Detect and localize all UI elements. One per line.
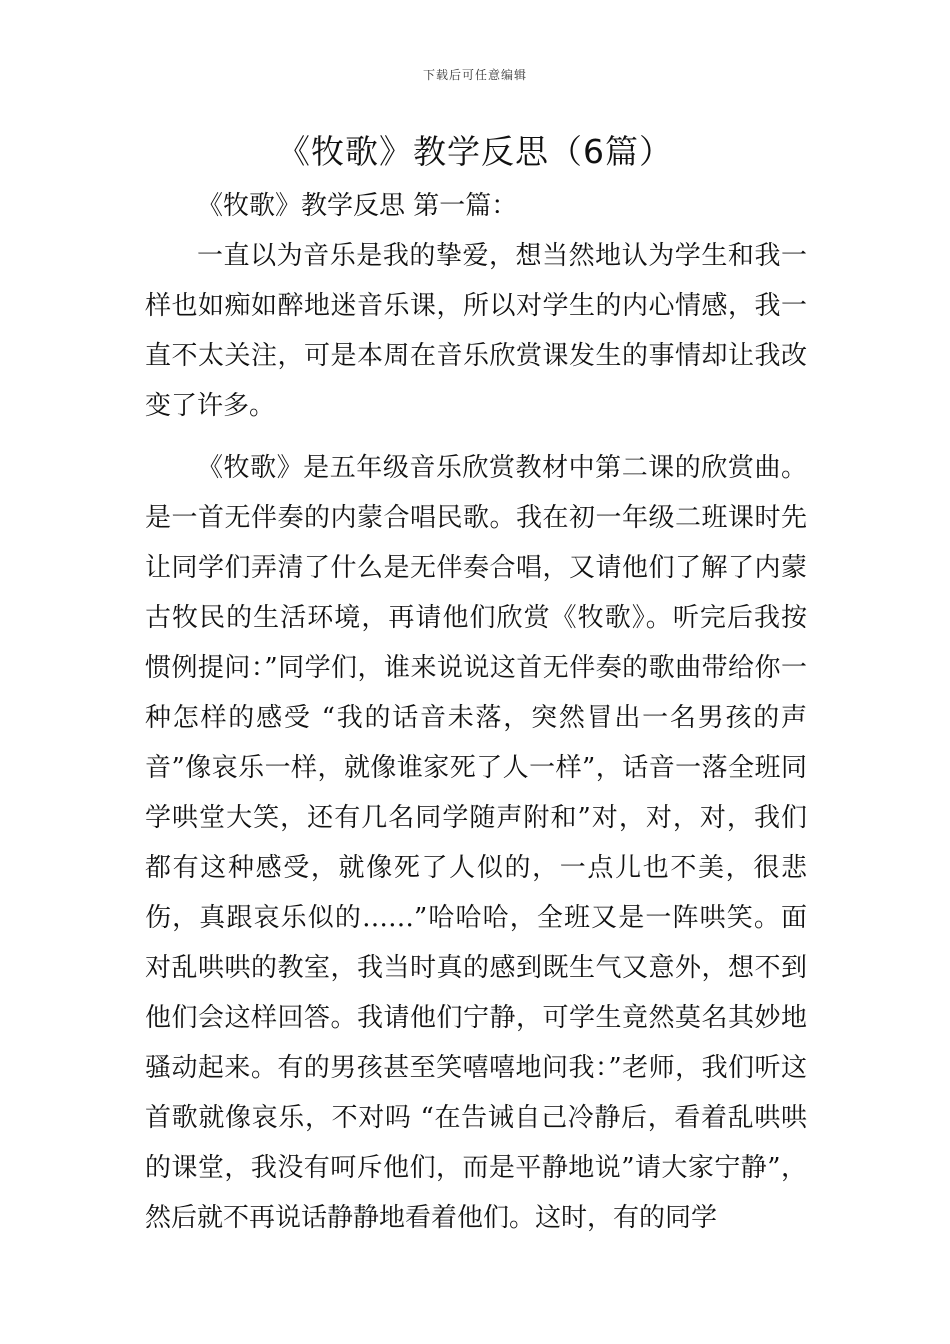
paragraph-1: 一直以为音乐是我的挚爱，想当然地认为学生和我一样也如痴如醉地迷音乐课，所以对学生的内心情感，我一直不太关注，可是本周在音乐欣赏课发生的事情却让我改变了许多。 xyxy=(145,241,807,421)
page-header-note: 下载后可任意编辑 xyxy=(422,68,527,82)
document-title: 《牧歌》教学反思（6篇） xyxy=(277,132,673,171)
document-body xyxy=(145,181,807,1243)
paragraph-2: 《牧歌》是五年级音乐欣赏教材中第二课的欣赏曲。是一首无伴奏的内蒙合唱民歌。我在初一年级二班课时先让同学们弄清了什么是无伴奏合唱，又请他们了解了内蒙古牧民的生活环境，再请他们欣赏《牧歌》。听完后我按惯例提问：”同学们，谁来说说这首无伴奏的歌曲带给你一种怎样的感受 “我的话音未落，突然冒出一名男孩的声音”像哀乐一样，就像谁家死了人一样”，话音一落全班同学哄堂大笑，还有几名同学随声附和”对，对，对，我们都有这种感受，就像死了人似的，一点儿也不美，很悲伤，真跟哀乐似的……”哈哈哈，全班又是一阵哄笑。面对乱哄哄的教室，我当时真的感到既生气又意外，想不到他们会这样回答。我请他们宁静，可学生竟然莫名其妙地骚动起来。有的男孩甚至笑嘻嘻地问我：”老师，我们听这首歌就像哀乐，不对吗 “在告诫自己冷静后，看着乱哄哄的课堂，我没有呵斥他们，而是平静地说”请大家宁静”，然后就不再说话静静地看着他们。这时，有的同学 xyxy=(145,453,807,1233)
section-heading: 《牧歌》教学反思 第一篇： xyxy=(197,191,518,221)
